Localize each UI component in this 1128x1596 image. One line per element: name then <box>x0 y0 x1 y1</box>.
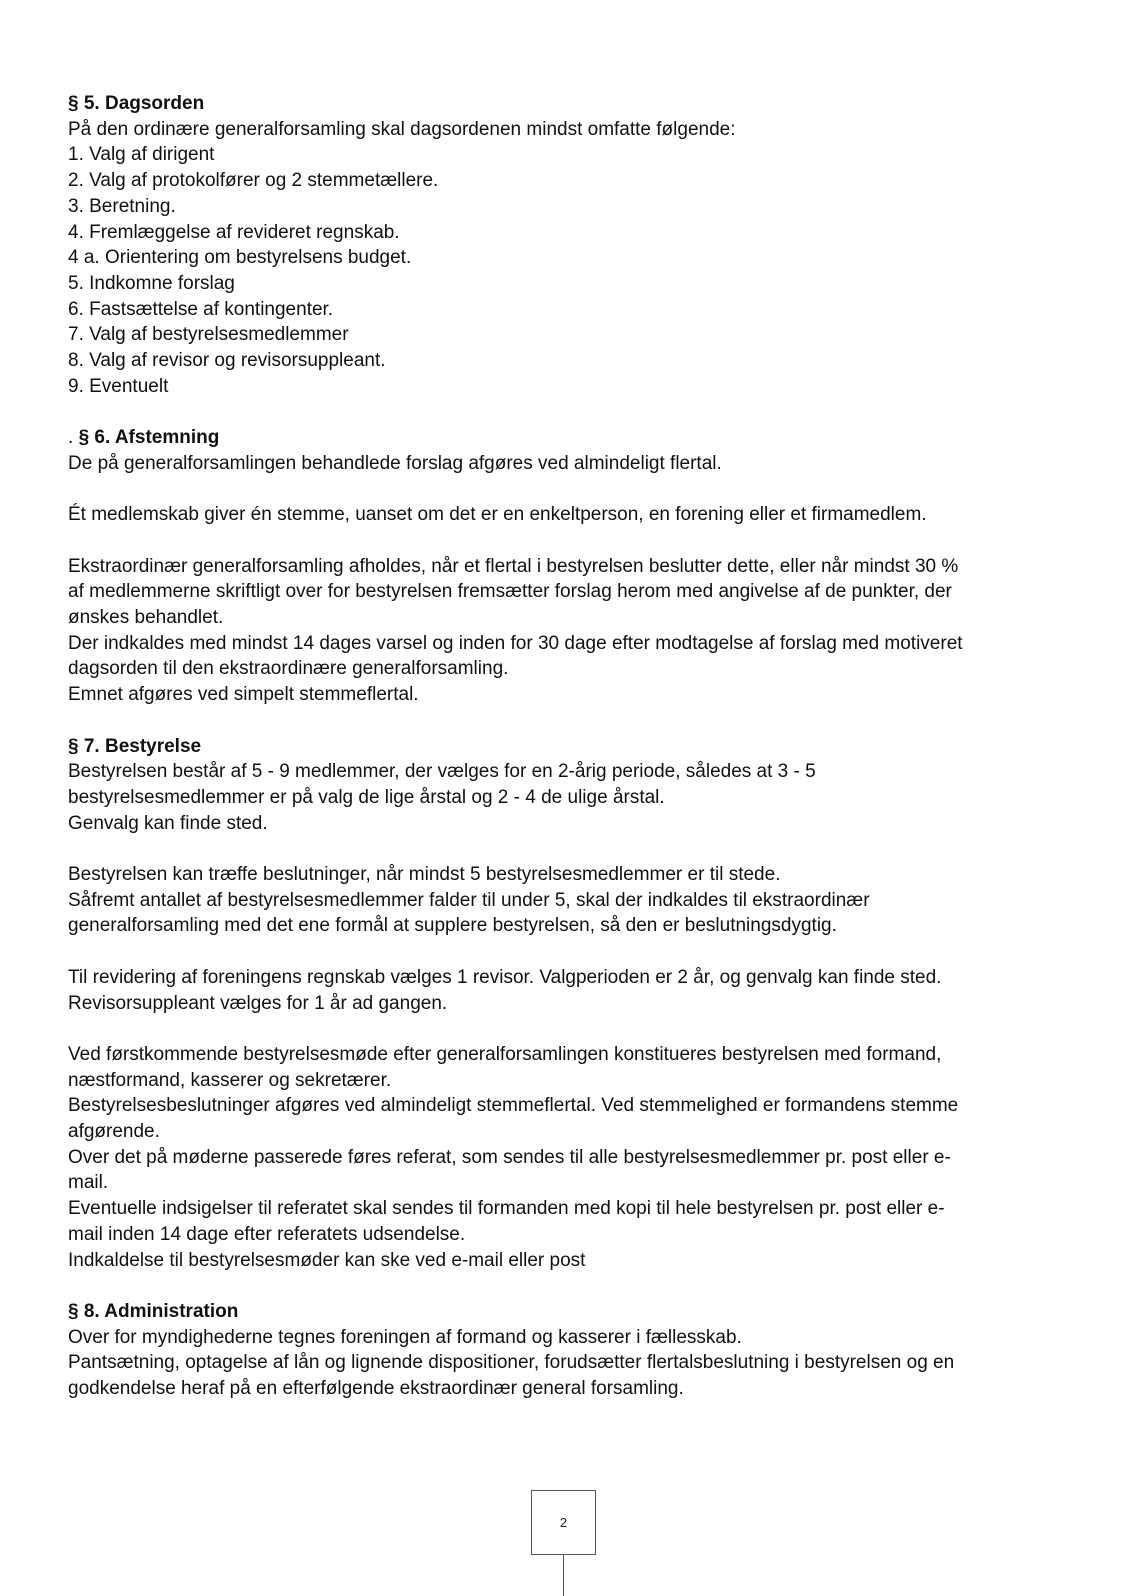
paragraph-line: Revisorsuppleant vælges for 1 år ad gangen. <box>68 992 448 1014</box>
paragraph-line: af medlemmerne skriftligt over for bestyrelsen fremsætter forslag herom med angivelse af de punkter, der <box>68 581 952 603</box>
section-gap <box>68 1273 1068 1299</box>
section-heading: § 7. Bestyrelse <box>68 735 202 757</box>
section-heading: § 8. Administration <box>68 1300 239 1322</box>
paragraph-line: Bestyrelsesbeslutninger afgøres ved almindeligt stemmeflertal. Ved stemmelighed er formandens stemme <box>68 1095 959 1117</box>
paragraph-line: På den ordinære generalforsamling skal dagsordenen mindst omfatte følgende: <box>68 118 736 140</box>
paragraph-line: Genvalg kan finde sted. <box>68 812 268 834</box>
heading-prefix: . <box>68 427 74 449</box>
paragraph-gap <box>68 477 1068 503</box>
paragraph-line: dagsorden til den ekstraordinære generalforsamling. <box>68 658 509 680</box>
page-number-text: 2 <box>559 1515 568 1530</box>
section-7 <box>68 734 1068 1274</box>
paragraph-gap <box>68 939 1068 965</box>
agenda-item: 9. Eventuelt <box>68 375 169 397</box>
page-number <box>531 1490 596 1555</box>
paragraph-line: Ekstraordinær generalforsamling afholdes, når et flertal i bestyrelsen beslutter dette, eller når mindst 30 % <box>68 555 959 577</box>
section-8 <box>68 1299 1068 1402</box>
paragraph-line: bestyrelsesmedlemmer er på valg de lige årstal og 2 - 4 de ulige årstal. <box>68 786 665 808</box>
paragraph-line: Emnet afgøres ved simpelt stemmeflertal. <box>68 684 419 706</box>
page-number-connector <box>563 1555 564 1596</box>
paragraph-line: Der indkaldes med mindst 14 dages varsel og inden for 30 dage efter modtagelse af forslag med motiveret <box>68 632 963 654</box>
paragraph-line: mail inden 14 dage efter referatets udsendelse. <box>68 1223 466 1245</box>
section-5 <box>68 91 1068 399</box>
section-heading: § 6. Afstemning <box>78 427 220 449</box>
paragraph-line: næstformand, kasserer og sekretærer. <box>68 1069 392 1091</box>
paragraph-gap <box>68 1016 1068 1042</box>
agenda-item: 6. Fastsættelse af kontingenter. <box>68 298 334 320</box>
document-body <box>68 91 1068 1402</box>
agenda-item: 4. Fremlæggelse af revideret regnskab. <box>68 221 400 243</box>
agenda-item: 8. Valg af revisor og revisorsuppleant. <box>68 350 386 372</box>
agenda-item: 2. Valg af protokolfører og 2 stemmetællere. <box>68 170 439 192</box>
paragraph-line: Til revidering af foreningens regnskab vælges 1 revisor. Valgperioden er 2 år, og genvalg kan finde sted. <box>68 966 942 988</box>
paragraph-line: Bestyrelsen består af 5 - 9 medlemmer, der vælges for en 2-årig periode, således at 3 - 5 <box>68 761 816 783</box>
paragraph-line: godkendelse heraf på en efterfølgende ekstraordinær general forsamling. <box>68 1378 684 1400</box>
paragraph-gap <box>68 836 1068 862</box>
paragraph-line: Ved førstkommende bestyrelsesmøde efter generalforsamlingen konstitueres bestyrelsen med formand, <box>68 1043 942 1065</box>
paragraph-line: De på generalforsamlingen behandlede forslag afgøres ved almindeligt flertal. <box>68 452 722 474</box>
paragraph-line: Pantsætning, optagelse af lån og lignende dispositioner, forudsætter flertalsbeslutning i bestyrelsen og en <box>68 1352 955 1374</box>
paragraph-line: Eventuelle indsigelser til referatet skal sendes til formanden med kopi til hele bestyrelsen pr. post eller e- <box>68 1198 945 1220</box>
paragraph-line: Ét medlemskab giver én stemme, uanset om det er en enkeltperson, en forening eller et firmamedlem. <box>68 504 927 526</box>
paragraph-line: Over for myndighederne tegnes foreningen af formand og kasserer i fællesskab. <box>68 1326 742 1348</box>
section-heading-line <box>68 425 1068 451</box>
paragraph-line: generalforsamling med det ene formål at supplere bestyrelsen, så den er beslutningsdygtig. <box>68 915 837 937</box>
paragraph-line: Bestyrelsen kan træffe beslutninger, når mindst 5 bestyrelsesmedlemmer er til stede. <box>68 864 781 886</box>
agenda-item: 5. Indkomne forslag <box>68 272 235 294</box>
paragraph-line: mail. <box>68 1172 109 1194</box>
paragraph-line: Indkaldelse til bestyrelsesmøder kan ske ved e-mail eller post <box>68 1249 586 1271</box>
paragraph-line: afgørende. <box>68 1121 160 1143</box>
section-6 <box>68 425 1068 708</box>
agenda-item: 4 a. Orientering om bestyrelsens budget. <box>68 247 412 269</box>
agenda-item: 7. Valg af bestyrelsesmedlemmer <box>68 324 349 346</box>
paragraph-line: Såfremt antallet af bestyrelsesmedlemmer falder til under 5, skal der indkaldes til ekstraordinær <box>68 889 870 911</box>
section-gap <box>68 399 1068 425</box>
agenda-item: 3. Beretning. <box>68 195 176 217</box>
section-heading: § 5. Dagsorden <box>68 93 205 114</box>
agenda-item: 1. Valg af dirigent <box>68 144 215 166</box>
paragraph-line: ønskes behandlet. <box>68 607 224 629</box>
paragraph-gap <box>68 528 1068 554</box>
section-gap <box>68 708 1068 734</box>
paragraph-line: Over det på møderne passerede føres referat, som sendes til alle bestyrelsesmedlemmer pr. post eller e- <box>68 1146 951 1168</box>
